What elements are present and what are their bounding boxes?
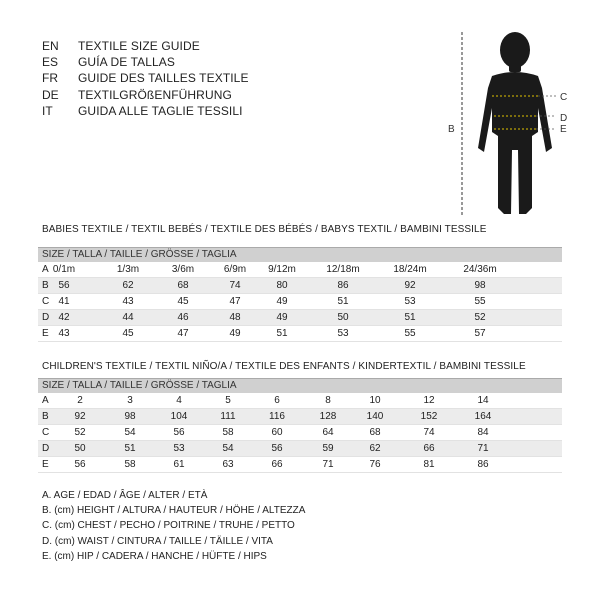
table-row (38, 409, 562, 425)
table-cell: 12 (423, 395, 435, 406)
table-cell: 57 (474, 328, 486, 339)
table-cell: 51 (404, 312, 416, 323)
row-label: B (42, 411, 49, 422)
table-cell: 63 (222, 459, 234, 470)
table-cell: 86 (337, 280, 349, 291)
table-cell: 10 (369, 395, 381, 406)
table-header: SIZE / TALLA / TAILLE / GRÖSSE / TAGLIA (38, 378, 562, 393)
label-d: D (560, 113, 568, 124)
table-cell: 62 (369, 443, 381, 454)
table-cell: 53 (337, 328, 349, 339)
table-cell: 98 (474, 280, 486, 291)
table-cell: 49 (276, 312, 288, 323)
babies-section-title: BABIES TEXTILE / TEXTIL BEBÉS / TEXTILE DES BÉBÉS / BABYS TEXTIL / BAMBINI TESSILE (42, 224, 487, 235)
table-row (38, 457, 562, 473)
language-code: EN (42, 39, 59, 53)
label-b: B (448, 124, 455, 135)
table-cell: 18/24m (393, 264, 427, 275)
legend-item-hip: E. (cm) HIP / CADERA / HANCHE / HÜFTE / HIPS (42, 550, 267, 562)
table-cell: 45 (122, 328, 134, 339)
table-cell: 59 (322, 443, 334, 454)
table-cell: 14 (477, 395, 489, 406)
language-code: DE (42, 87, 59, 102)
row-label: C (42, 427, 50, 438)
language-code: IT (42, 103, 53, 118)
legend-item-waist: D. (cm) WAIST / CINTURA / TAILLE / TÄILLE / VITA (42, 535, 273, 547)
label-e: E (560, 124, 567, 135)
table-cell: 45 (177, 296, 189, 307)
legend-item-age: A. AGE / EDAD / ÂGE / ALTER / ETÀ (42, 490, 208, 501)
row-label: E (42, 328, 49, 339)
row-label: E (42, 459, 49, 470)
table-cell: 81 (423, 459, 435, 470)
language-row-en (42, 38, 249, 54)
table-cell: 92 (404, 280, 416, 291)
table-cell: 104 (170, 411, 188, 422)
table-cell: 68 (369, 427, 381, 438)
table-cell: 116 (269, 411, 285, 422)
table-cell: 164 (474, 411, 492, 422)
row-label: A (42, 264, 49, 275)
table-cell: 71 (322, 459, 334, 470)
row-label: B (42, 280, 49, 291)
babies-size-table (38, 247, 562, 342)
table-row (38, 294, 562, 310)
table-cell: 49 (229, 328, 241, 339)
language-row-fr (42, 70, 249, 86)
table-cell: 61 (173, 459, 185, 470)
table-cell: 4 (176, 395, 182, 406)
table-cell: 56 (74, 459, 86, 470)
table-cell: 42 (58, 312, 70, 323)
table-cell: 84 (477, 427, 489, 438)
row-label: D (42, 312, 50, 323)
row-label: D (42, 443, 50, 454)
table-cell: 47 (177, 328, 189, 339)
language-title: TEXTILE SIZE GUIDE (78, 39, 200, 53)
table-cell: 64 (322, 427, 334, 438)
table-cell: 55 (404, 328, 416, 339)
table-row (38, 441, 562, 457)
legend-item-height: B. (cm) HEIGHT / ALTURA / HAUTEUR / HÖHE / ALTEZZA (42, 505, 306, 517)
table-cell: 58 (222, 427, 234, 438)
table-cell: 47 (229, 296, 241, 307)
table-cell: 62 (122, 280, 134, 291)
table-cell: 41 (58, 296, 70, 307)
table-cell: 2 (77, 395, 83, 406)
table-row (38, 393, 562, 409)
table-cell: 111 (220, 411, 236, 422)
table-cell: 43 (58, 328, 70, 339)
table-cell: 86 (477, 459, 489, 470)
measurement-legend (42, 488, 305, 564)
table-cell: 52 (474, 312, 486, 323)
table-cell: 48 (229, 312, 241, 323)
table-cell: 12/18m (326, 264, 360, 275)
table-cell: 54 (222, 443, 234, 454)
table-row (38, 425, 562, 441)
table-cell: 6/9m (223, 264, 247, 275)
language-row-it (42, 103, 249, 119)
children-size-table (38, 378, 562, 473)
row-label: C (42, 296, 50, 307)
silhouette-icon (478, 32, 552, 214)
table-cell: 43 (122, 296, 134, 307)
table-cell: 56 (271, 443, 283, 454)
table-cell: 9/12m (268, 264, 296, 275)
table-cell: 74 (423, 427, 435, 438)
table-cell: 3 (127, 395, 133, 406)
table-cell: 50 (74, 443, 86, 454)
table-cell: 71 (477, 443, 489, 454)
table-cell: 80 (276, 280, 288, 291)
table-cell: 128 (319, 411, 337, 422)
language-row-es (42, 54, 249, 70)
table-cell: 24/36m (463, 264, 497, 275)
table-cell: 152 (420, 411, 438, 422)
table-cell: 50 (337, 312, 349, 323)
table-cell: 44 (122, 312, 134, 323)
table-cell: 3/6m (171, 264, 195, 275)
language-title: GUIDE DES TAILLES TEXTILE (78, 71, 249, 86)
table-cell: 56 (58, 280, 70, 291)
language-list (42, 38, 249, 119)
table-cell: 92 (74, 411, 86, 422)
language-code: FR (42, 71, 58, 86)
table-row (38, 262, 562, 278)
table-cell: 68 (177, 280, 189, 291)
table-cell: 54 (124, 427, 136, 438)
table-cell: 52 (74, 427, 86, 438)
table-cell: 51 (337, 296, 349, 307)
language-title: TEXTILGRÖßENFÜHRUNG (78, 87, 232, 102)
table-cell: 55 (474, 296, 486, 307)
table-row (38, 310, 562, 326)
table-cell: 51 (124, 443, 136, 454)
table-cell: 76 (369, 459, 381, 470)
language-row-de (42, 87, 249, 103)
table-cell: 1/3m (116, 264, 140, 275)
table-cell: 60 (271, 427, 283, 438)
table-cell: 46 (177, 312, 189, 323)
table-row (38, 278, 562, 294)
child-silhouette-figure (440, 28, 590, 224)
table-cell: 5 (225, 395, 231, 406)
table-cell: 66 (271, 459, 283, 470)
table-cell: 53 (173, 443, 185, 454)
table-cell: 8 (325, 395, 331, 406)
children-section-title: CHILDREN'S TEXTILE / TEXTIL NIÑO/A / TEXTILE DES ENFANTS / KINDERTEXTIL / BAMBINI TESSILE (42, 361, 526, 372)
table-cell: 53 (404, 296, 416, 307)
table-cell: 56 (173, 427, 185, 438)
row-label: A (42, 395, 49, 406)
table-cell: 6 (274, 395, 280, 406)
table-cell: 98 (124, 411, 136, 422)
table-cell: 0/1m (52, 264, 76, 275)
legend-item-chest: C. (cm) CHEST / PECHO / POITRINE / TRUHE / PETTO (42, 520, 295, 532)
table-row (38, 326, 562, 342)
table-cell: 49 (276, 296, 288, 307)
table-cell: 74 (229, 280, 241, 291)
table-cell: 51 (276, 328, 288, 339)
table-cell: 58 (124, 459, 136, 470)
table-cell: 140 (366, 411, 384, 422)
language-title: GUIDA ALLE TAGLIE TESSILI (78, 103, 243, 118)
table-cell: 66 (423, 443, 435, 454)
label-c: C (560, 92, 568, 103)
language-code: ES (42, 55, 59, 70)
language-title: GUÍA DE TALLAS (78, 55, 175, 70)
table-header: SIZE / TALLA / TAILLE / GRÖSSE / TAGLIA (38, 247, 562, 262)
